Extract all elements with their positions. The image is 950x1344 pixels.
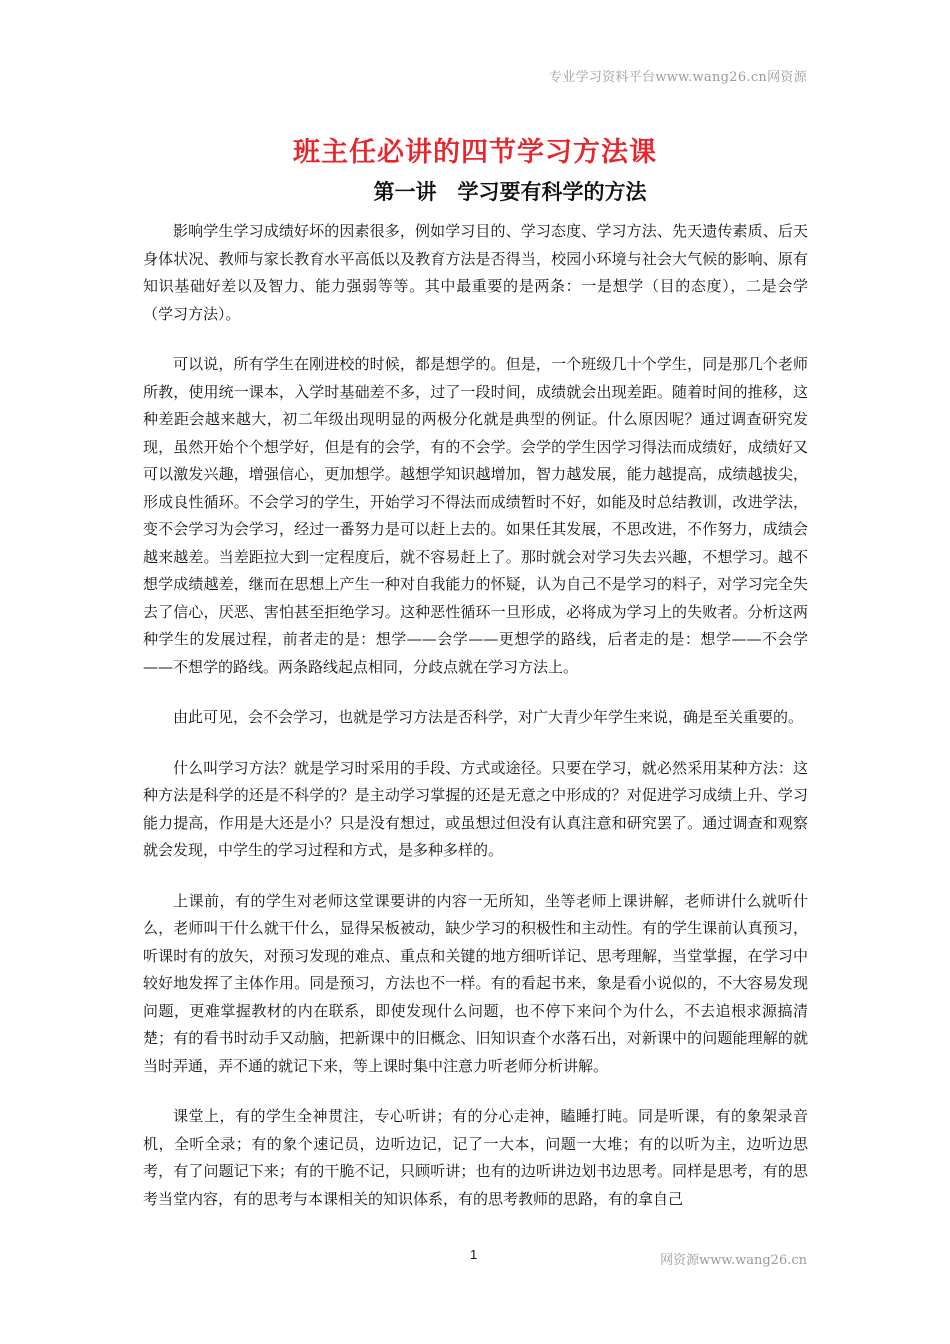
document-subtitle: 第一讲 学习要有科学的方法 <box>373 180 647 204</box>
paragraph: 什么叫学习方法？就是学习时采用的手段、方式或途径。只要在学习，就必然采用某种方法：这种方法是科学的还是不科学的？是主动学习掌握的还是无意之中形成的？对促进学习成绩上升、学习能力提高，作用是大还是小？只是没有想过，或虽想过但没有认真注意和研究罢了。通过调查和观察就会发现，中学生的学习过程和方式，是多种多样的。 <box>143 758 808 859</box>
document-body <box>143 218 808 1236</box>
header-watermark: 专业学习资料平台www.wang26.cn网资源 <box>548 70 807 85</box>
paragraph: 可以说，所有学生在刚进校的时候，都是想学的。但是，一个班级几十个学生，同是那几个老师所教，使用统一课本，入学时基础差不多，过了一段时间，成绩就会出现差距。随着时间的推移，这种差距会越来越大，初二年级出现明显的两极分化就是典型的例证。什么原因呢？通过调查研究发现，虽然开始个个想学好，但是有的会学，有的不会学。会学的学生因学习得法而成绩好，成绩好又可以激发兴趣，增强信心，更加想学。越想学知识越增加，智力越发展，能力越提高，成绩越拔尖，形成良性循环。不会学习的学生，开始学习不得法而成绩暂时不好，如能及时总结教训，改进学法，变不会学习为会学习，经过一番努力是可以赶上去的。如果任其发展，不思改进，不作努力，成绩会越来越差。当差距拉大到一定程度后，就不容易赶上了。那时就会对学习失去兴趣，不想学习。越不想学成绩越差，继而在思想上产生一种对自我能力的怀疑，认为自己不是学习的料子，对学习完全失去了信心，厌恶、害怕甚至拒绝学习。这种恶性循环一旦形成，必将成为学习上的失败者。分析这两种学生的发展过程，前者走的是：想学——会学——更想学的路线，后者走的是：想学——不会学——不想学的路线。两条路线起点相同，分歧点就在学习方法上。 <box>143 355 808 676</box>
paragraph: 影响学生学习成绩好坏的因素很多，例如学习目的、学习态度、学习方法、先天遗传素质、后天身体状况、教师与家长教育水平高低以及教育方法是否得当，校园小环境与社会大气候的影响、原有知识基础好差以及智力、能力强弱等等。其中最重要的是两条：一是想学（目的态度），二是会学（学习方法）。 <box>143 222 808 323</box>
paragraph: 由此可见，会不会学习，也就是学习方法是否科学，对广大青少年学生来说，确是至关重要的。 <box>173 708 804 726</box>
page-number: 1 <box>470 1247 478 1262</box>
paragraph: 上课前，有的学生对老师这堂课要讲的内容一无所知，坐等老师上课讲解，老师讲什么就听什么，老师叫干什么就干什么，显得呆板被动，缺少学习的积极性和主动性。有的学生课前认真预习，听课时有的放矢，对预习发现的难点、重点和关键的地方细听详记、思考理解，当堂掌握，在学习中较好地发挥了主体作用。同是预习，方法也不一样。有的看起书来，象是看小说似的，不大容易发现问题，更难掌握教材的内在联系，即使发现什么问题，也不停下来问个为什么，不去追根求源搞清楚；有的看书时动手又动脑，把新课中的旧概念、旧知识查个水落石出，对新课中的问题能理解的就当时弄通，弄不通的就记下来，等上课时集中注意力听老师分析讲解。 <box>143 891 808 1075</box>
footer-watermark: 网资源www.wang26.cn <box>660 1253 807 1268</box>
document-title: 班主任必讲的四节学习方法课 <box>293 137 657 168</box>
paragraph: 课堂上，有的学生全神贯注，专心听讲；有的分心走神，瞌睡打盹。同是听课，有的象架录音机，全听全录；有的象个速记员，边听边记，记了一大本，问题一大堆；有的以听为主，边听边思考，有了问题记下来；有的干脆不记，只顾听讲；也有的边听讲边划书边思考。同样是思考，有的思考当堂内容，有的思考与本课相关的知识体系，有的思考教师的思路，有的拿自己 <box>143 1107 808 1208</box>
